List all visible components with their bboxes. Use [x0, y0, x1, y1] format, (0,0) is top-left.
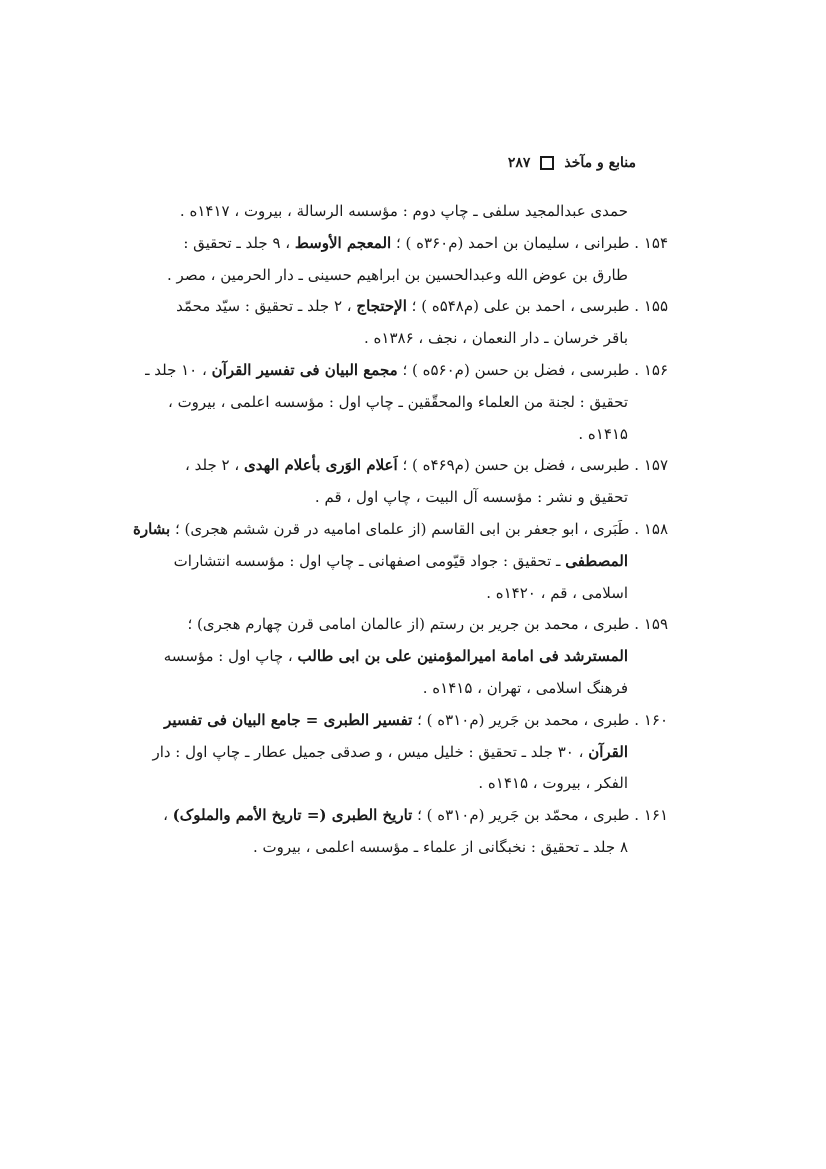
entry-number: ۱۶۱ .: [634, 806, 668, 825]
bibliography-entry: ۱۶۰ . طبری ، محمد بن جَریر (م۳۱۰ه ) ؛ تفسیر الطبری = جامع البیان فی تفسیر القرآن ، ۳۰ جلد ـ تحقیق : خلیل میس ، و صدقی جمیل عطار ـ چاپ اول : دار الفکر ، بیروت ، ۱۴۱۵ه .: [152, 710, 668, 793]
book-title: الإحتجاج: [356, 297, 407, 316]
header-title: منابع و مآخذ: [564, 155, 636, 171]
entry-number: ۱۵۹ .: [634, 615, 668, 634]
book-title: مجمع البیان فی تفسیر القرآن: [211, 360, 398, 379]
entry-number: ۱۵۶ .: [634, 360, 668, 379]
bibliography-list: [132, 196, 668, 864]
book-title: المعجم الأوسط: [294, 233, 392, 252]
book-title: تاریخ الطبری (= تاریخ الأمم والملوک): [172, 806, 413, 825]
book-title: اَعلام الوَری بأعلام الهدی: [243, 456, 398, 475]
entry-number: ۱۶۰ .: [634, 710, 668, 729]
entry-number: ۱۵۸ .: [634, 519, 668, 538]
continuation-line: حمدی عبدالمجید سلفی ـ چاپ دوم : مؤسسه الرسالة ، بیروت ، ۱۴۱۷ه .: [179, 202, 628, 220]
bibliography-entry: ۱۵۶ . طبرسی ، فضل بن حسن (م۵۶۰ه ) ؛ مجمع البیان فی تفسیر القرآن ، ۱۰ جلد ـ تحقیق : لجنة من العلماء والمحقّقین ـ چاپ اول : مؤسسه اعلمی ، بیروت ، ۱۴۱۵ه .: [145, 360, 668, 443]
book-title: القرآن: [588, 742, 628, 761]
square-bullet-icon: [540, 156, 554, 170]
running-header: [176, 150, 636, 176]
entry-number: ۱۵۵ .: [634, 297, 668, 316]
bibliography-entry: ۱۵۴ . طبرانی ، سلیمان بن احمد (م۳۶۰ه ) ؛ المعجم الأوسط ، ۹ جلد ـ تحقیق : طارق بن عوض الله وعبدالحسین بن ابراهیم حسینی ـ دار الحرمین ، مصر .: [167, 233, 668, 284]
book-title: المسترشد فی امامة امیرالمؤمنین علی بن ابی طالب: [297, 647, 628, 666]
bibliography-entry: ۱۶۱ . طبری ، محمّد بن جَریر (م۳۱۰ه ) ؛ تاریخ الطبری (= تاریخ الأمم والملوک) ، ۸ جلد ـ تحقیق : نخبگانی از علماء ـ مؤسسه اعلمی ، بیروت .: [163, 806, 668, 856]
entry-number: ۱۵۴ .: [634, 233, 668, 252]
book-title: المصطفی: [565, 551, 628, 570]
bibliography-entry: ۱۵۹ . طبری ، محمد بن جریر بن رستم (از عالمان امامی قرن چهارم هجری) ؛ المسترشد فی امامة امیرالمؤمنین علی بن ابی طالب ، چاپ اول : مؤسسه فرهنگ اسلامی ، تهران ، ۱۴۱۵ه .: [163, 615, 668, 697]
bibliography-entry: ۱۵۵ . طبرسی ، احمد بن علی (م۵۴۸ه ) ؛ الإحتجاج ، ۲ جلد ـ تحقیق : سیّد محمّد باقر خرسان ـ دار النعمان ، نجف ، ۱۳۸۶ه .: [176, 297, 668, 348]
entry-number: ۱۵۷ .: [634, 456, 668, 475]
page-number: ۲۸۷: [507, 155, 531, 171]
bibliography-entry: ۱۵۸ . طَبَری ، ابو جعفر بن ابی القاسم (از علمای امامیه در قرن ششم هجری) ؛ بشارة المصطفی ـ تحقیق : جواد قیّومی اصفهانی ـ چاپ اول : مؤسسه انتشارات اسلامی ، قم ، ۱۴۲۰ه .: [132, 519, 668, 602]
book-title: بشارة: [132, 519, 171, 538]
book-title: تفسیر الطبری = جامع البیان فی تفسیر: [164, 710, 413, 729]
bibliography-entry: ۱۵۷ . طبرسی ، فضل بن حسن (م۴۶۹ه ) ؛ اَعلام الوَری بأعلام الهدی ، ۲ جلد ، تحقیق و نشر : مؤسسه آل البیت ، چاپ اول ، قم .: [185, 456, 668, 507]
